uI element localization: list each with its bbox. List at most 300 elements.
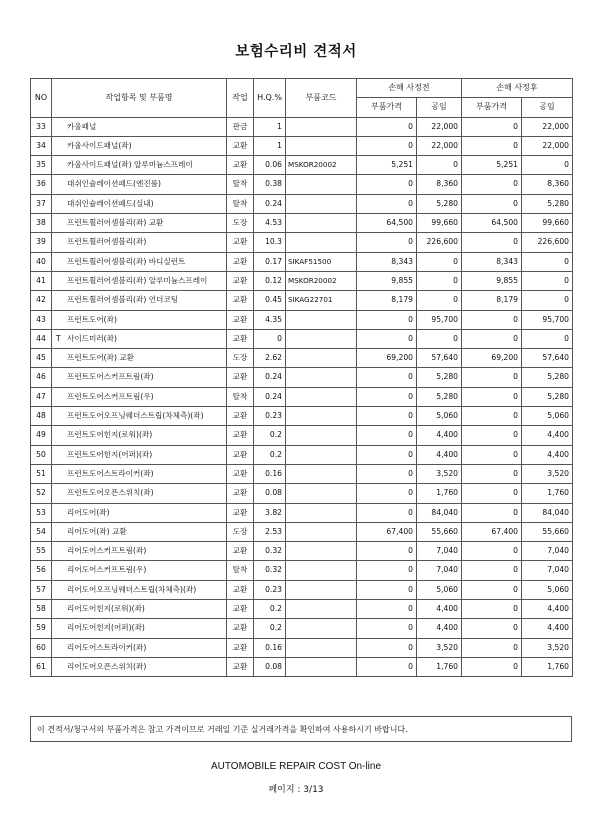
header-before-assessment: 손해 사정전	[357, 79, 462, 98]
cell-before-labor: 4,400	[417, 600, 462, 619]
cell-work: 교환	[227, 600, 254, 619]
cell-part-code	[286, 638, 357, 657]
cell-item-name: 프런트도어스커프트림(좌)	[67, 372, 154, 382]
cell-work: 교환	[227, 657, 254, 676]
cell-no: 38	[31, 214, 52, 233]
cell-item-name: 카울사이드패널(좌)	[67, 140, 132, 150]
cell-before-labor: 84,040	[417, 503, 462, 522]
cell-hq: 10.3	[254, 233, 286, 252]
cell-after-labor: 4,400	[522, 445, 573, 464]
cell-item-name: 프런트도어(좌) 교환	[67, 353, 135, 363]
table-row	[31, 561, 573, 580]
cell-after-labor: 22,000	[522, 117, 573, 136]
cell-part-code: MSKOR20002	[286, 271, 357, 290]
cell-part-code	[286, 522, 357, 541]
cell-item-name: 프런트휠러어셈블리(좌)	[67, 237, 147, 247]
table-row	[31, 233, 573, 252]
table-row	[31, 407, 573, 426]
cell-after-part-price: 0	[462, 136, 522, 155]
cell-hq: 2.53	[254, 522, 286, 541]
cell-work: 교환	[227, 580, 254, 599]
cell-no: 58	[31, 600, 52, 619]
table-row	[31, 600, 573, 619]
cell-no: 48	[31, 407, 52, 426]
cell-after-part-price: 9,855	[462, 271, 522, 290]
cell-no: 37	[31, 194, 52, 213]
cell-item	[52, 464, 227, 483]
estimate-rows	[31, 117, 573, 677]
cell-work: 교환	[227, 310, 254, 329]
cell-item-mark: T	[56, 333, 61, 343]
cell-work: 교환	[227, 619, 254, 638]
cell-after-labor: 55,660	[522, 522, 573, 541]
cell-after-part-price: 0	[462, 619, 522, 638]
header-after-assessment: 손해 사정후	[462, 79, 573, 98]
cell-no: 61	[31, 657, 52, 676]
cell-item	[52, 484, 227, 503]
cell-before-part-price: 0	[357, 407, 417, 426]
header-code: 부품코드	[286, 79, 357, 118]
cell-no: 54	[31, 522, 52, 541]
cell-part-code	[286, 619, 357, 638]
cell-item	[52, 252, 227, 271]
cell-item-name: 리어도어오프닝웨더스트립(차체측)(좌)	[67, 584, 197, 594]
cell-item	[52, 175, 227, 194]
cell-after-labor: 3,520	[522, 638, 573, 657]
cell-before-labor: 0	[417, 271, 462, 290]
cell-work: 교환	[227, 426, 254, 445]
cell-work: 교환	[227, 329, 254, 348]
cell-before-part-price: 0	[357, 638, 417, 657]
header-work: 작업	[227, 79, 254, 118]
cell-item	[52, 368, 227, 387]
cell-before-labor: 5,280	[417, 368, 462, 387]
cell-before-part-price: 9,855	[357, 271, 417, 290]
cell-item-name: 프런트도어오프닝웨더스트립(차체측)(좌)	[67, 411, 204, 421]
cell-no: 55	[31, 542, 52, 561]
cell-work: 탈착	[227, 175, 254, 194]
cell-hq: 1	[254, 136, 286, 155]
cell-item-name: 사이드미러(좌)	[67, 333, 117, 343]
cell-item-name: 카울패널	[67, 121, 97, 131]
cell-after-labor: 5,280	[522, 194, 573, 213]
cell-part-code	[286, 329, 357, 348]
cell-no: 47	[31, 387, 52, 406]
cell-item	[52, 214, 227, 233]
cell-item-name: 프런트도어(좌)	[67, 314, 117, 324]
cell-before-labor: 95,700	[417, 310, 462, 329]
table-row	[31, 136, 573, 155]
cell-hq: 0.16	[254, 638, 286, 657]
cell-before-labor: 226,600	[417, 233, 462, 252]
cell-after-part-price: 0	[462, 542, 522, 561]
cell-item	[52, 600, 227, 619]
table-row	[31, 542, 573, 561]
cell-item	[52, 561, 227, 580]
cell-after-part-price: 0	[462, 310, 522, 329]
cell-hq: 0.2	[254, 426, 286, 445]
cell-item	[52, 503, 227, 522]
cell-after-labor: 0	[522, 156, 573, 175]
cell-item-name: 프런트도어힌지(어퍼)(좌)	[67, 449, 153, 459]
cell-before-part-price: 0	[357, 445, 417, 464]
cell-item-name: 리어도어오픈스위치(좌)	[67, 661, 147, 671]
cell-before-labor: 8,360	[417, 175, 462, 194]
header-after-labor: 공임	[522, 98, 573, 117]
cell-item	[52, 117, 227, 136]
cell-hq: 0.32	[254, 542, 286, 561]
table-row	[31, 657, 573, 676]
cell-before-labor: 3,520	[417, 464, 462, 483]
cell-item	[52, 426, 227, 445]
cell-no: 36	[31, 175, 52, 194]
cell-no: 40	[31, 252, 52, 271]
cell-work: 교환	[227, 638, 254, 657]
cell-after-part-price: 0	[462, 503, 522, 522]
cell-after-part-price: 0	[462, 638, 522, 657]
cell-no: 33	[31, 117, 52, 136]
header-hq: H.Q.%	[254, 79, 286, 118]
cell-item	[52, 522, 227, 541]
table-row	[31, 214, 573, 233]
cell-item	[52, 638, 227, 657]
cell-work: 도장	[227, 214, 254, 233]
header-before-part-price: 부품가격	[357, 98, 417, 117]
cell-after-part-price: 0	[462, 484, 522, 503]
cell-part-code	[286, 445, 357, 464]
cell-after-part-price: 0	[462, 368, 522, 387]
cell-work: 교환	[227, 503, 254, 522]
cell-after-part-price: 5,251	[462, 156, 522, 175]
cell-no: 50	[31, 445, 52, 464]
cell-before-labor: 5,280	[417, 194, 462, 213]
table-row	[31, 349, 573, 368]
cell-work: 탈착	[227, 561, 254, 580]
cell-before-part-price: 0	[357, 503, 417, 522]
cell-before-labor: 5,060	[417, 407, 462, 426]
cell-item-name: 리어도어(좌)	[67, 507, 110, 517]
table-row	[31, 464, 573, 483]
cell-work: 탈착	[227, 194, 254, 213]
cell-after-labor: 1,760	[522, 657, 573, 676]
cell-no: 51	[31, 464, 52, 483]
cell-after-labor: 99,660	[522, 214, 573, 233]
cell-after-labor: 5,280	[522, 368, 573, 387]
cell-item-name: 리어도어스커프트림(좌)	[67, 546, 147, 556]
cell-before-labor: 4,400	[417, 445, 462, 464]
header-no: NO	[31, 79, 52, 118]
table-row	[31, 368, 573, 387]
cell-after-part-price: 0	[462, 233, 522, 252]
cell-item-name: 리어도어스커프트림(우)	[67, 565, 147, 575]
cell-item-name: 리어도어힌지(어퍼)(좌)	[67, 623, 145, 633]
cell-item-name: 프런트휠러어셈블리(좌) 알루미늄스프레이	[67, 275, 208, 285]
cell-after-part-price: 0	[462, 464, 522, 483]
cell-part-code	[286, 214, 357, 233]
table-row	[31, 638, 573, 657]
cell-hq: 1	[254, 117, 286, 136]
table-row	[31, 503, 573, 522]
cell-after-labor: 4,400	[522, 426, 573, 445]
table-row	[31, 619, 573, 638]
cell-after-labor: 95,700	[522, 310, 573, 329]
cell-after-part-price: 0	[462, 580, 522, 599]
cell-before-labor: 22,000	[417, 136, 462, 155]
cell-hq: 2.62	[254, 349, 286, 368]
table-row	[31, 156, 573, 175]
cell-work: 교환	[227, 156, 254, 175]
cell-work: 교환	[227, 252, 254, 271]
cell-before-part-price: 0	[357, 194, 417, 213]
cell-before-labor: 57,640	[417, 349, 462, 368]
cell-part-code	[286, 580, 357, 599]
cell-no: 57	[31, 580, 52, 599]
cell-hq: 0.17	[254, 252, 286, 271]
cell-hq: 3.82	[254, 503, 286, 522]
cell-part-code	[286, 426, 357, 445]
cell-work: 교환	[227, 291, 254, 310]
cell-before-part-price: 0	[357, 484, 417, 503]
cell-before-part-price: 69,200	[357, 349, 417, 368]
cell-item-name: 프런트휠러어셈블리(좌) 바디실런트	[67, 256, 186, 266]
cell-after-labor: 1,760	[522, 484, 573, 503]
cell-before-labor: 4,400	[417, 619, 462, 638]
cell-after-part-price: 64,500	[462, 214, 522, 233]
table-row	[31, 117, 573, 136]
cell-hq: 0.06	[254, 156, 286, 175]
cell-after-labor: 7,040	[522, 542, 573, 561]
cell-no: 52	[31, 484, 52, 503]
cell-item-name: 대쉬인슐레이션패드(실내)	[67, 198, 154, 208]
cell-before-labor: 0	[417, 291, 462, 310]
cell-after-labor: 22,000	[522, 136, 573, 155]
cell-item-name: 프런트휠러어셈블리(좌) 교환	[67, 218, 164, 228]
cell-after-part-price: 69,200	[462, 349, 522, 368]
table-row	[31, 445, 573, 464]
cell-hq: 0.16	[254, 464, 286, 483]
cell-part-code	[286, 117, 357, 136]
table-row	[31, 252, 573, 271]
price-notice: 이 견적서/청구서의 부품가격은 참고 가격이므로 거래일 기준 실거래가격을 확인하여 사용하시기 바랍니다.	[30, 716, 572, 742]
cell-before-part-price: 0	[357, 561, 417, 580]
cell-before-part-price: 0	[357, 136, 417, 155]
cell-hq: 0.45	[254, 291, 286, 310]
cell-after-labor: 84,040	[522, 503, 573, 522]
cell-item	[52, 657, 227, 676]
cell-hq: 0.2	[254, 619, 286, 638]
table-row	[31, 175, 573, 194]
cell-before-labor: 1,760	[417, 484, 462, 503]
cell-after-labor: 3,520	[522, 464, 573, 483]
cell-after-part-price: 0	[462, 194, 522, 213]
cell-work: 교환	[227, 484, 254, 503]
cell-item	[52, 136, 227, 155]
cell-no: 39	[31, 233, 52, 252]
cell-item-name: 카울사이드패널(좌) 알루미늄스프레이	[67, 160, 193, 170]
cell-after-labor: 0	[522, 291, 573, 310]
cell-hq: 0.23	[254, 580, 286, 599]
table-row	[31, 387, 573, 406]
cell-item	[52, 291, 227, 310]
cell-work: 교환	[227, 368, 254, 387]
cell-after-labor: 4,400	[522, 619, 573, 638]
cell-after-labor: 0	[522, 252, 573, 271]
cell-before-part-price: 64,500	[357, 214, 417, 233]
cell-no: 35	[31, 156, 52, 175]
cell-part-code	[286, 233, 357, 252]
cell-after-labor: 0	[522, 271, 573, 290]
cell-after-part-price: 0	[462, 561, 522, 580]
cell-before-labor: 0	[417, 252, 462, 271]
cell-hq: 0.12	[254, 271, 286, 290]
cell-after-part-price: 0	[462, 426, 522, 445]
cell-work: 탈착	[227, 387, 254, 406]
cell-part-code	[286, 464, 357, 483]
cell-no: 59	[31, 619, 52, 638]
cell-part-code	[286, 600, 357, 619]
cell-before-labor: 1,760	[417, 657, 462, 676]
cell-part-code: SIKAF51500	[286, 252, 357, 271]
cell-part-code	[286, 136, 357, 155]
cell-hq: 0.08	[254, 657, 286, 676]
cell-before-labor: 55,660	[417, 522, 462, 541]
cell-after-labor: 7,040	[522, 561, 573, 580]
cell-hq: 0.2	[254, 445, 286, 464]
cell-before-part-price: 0	[357, 117, 417, 136]
cell-after-labor: 5,060	[522, 580, 573, 599]
table-row	[31, 194, 573, 213]
cell-part-code	[286, 387, 357, 406]
header-item: 작업항목 및 부품명	[52, 79, 227, 118]
cell-work: 교환	[227, 407, 254, 426]
cell-part-code	[286, 407, 357, 426]
cell-item	[52, 329, 227, 348]
cell-work: 도장	[227, 522, 254, 541]
cell-after-labor: 5,280	[522, 387, 573, 406]
cell-after-part-price: 0	[462, 600, 522, 619]
cell-part-code	[286, 368, 357, 387]
cell-before-labor: 4,400	[417, 426, 462, 445]
cell-hq: 0.24	[254, 368, 286, 387]
cell-part-code	[286, 194, 357, 213]
cell-hq: 0.08	[254, 484, 286, 503]
cell-work: 교환	[227, 136, 254, 155]
cell-item-name: 리어도어(좌) 교환	[67, 526, 127, 536]
cell-after-part-price: 0	[462, 407, 522, 426]
cell-before-labor: 5,060	[417, 580, 462, 599]
cell-hq: 4.35	[254, 310, 286, 329]
cell-item	[52, 387, 227, 406]
cell-before-labor: 5,280	[417, 387, 462, 406]
cell-hq: 0.32	[254, 561, 286, 580]
cell-before-part-price: 0	[357, 600, 417, 619]
cell-no: 34	[31, 136, 52, 155]
cell-item	[52, 310, 227, 329]
cell-part-code: MSKOR20002	[286, 156, 357, 175]
cell-item	[52, 619, 227, 638]
cell-hq: 0.38	[254, 175, 286, 194]
cell-item	[52, 407, 227, 426]
cell-after-labor: 5,060	[522, 407, 573, 426]
table-row	[31, 291, 573, 310]
cell-after-part-price: 67,400	[462, 522, 522, 541]
cell-before-part-price: 67,400	[357, 522, 417, 541]
cell-hq: 0	[254, 329, 286, 348]
cell-after-part-price: 0	[462, 387, 522, 406]
cell-hq: 0.24	[254, 387, 286, 406]
cell-part-code	[286, 175, 357, 194]
table-row	[31, 484, 573, 503]
cell-before-part-price: 0	[357, 619, 417, 638]
cell-after-part-price: 0	[462, 117, 522, 136]
cell-part-code	[286, 503, 357, 522]
table-row	[31, 329, 573, 348]
cell-before-part-price: 8,343	[357, 252, 417, 271]
cell-before-part-price: 0	[357, 175, 417, 194]
cell-item-name: 리어도어힌지(로워)(좌)	[67, 604, 145, 614]
cell-work: 교환	[227, 464, 254, 483]
cell-no: 45	[31, 349, 52, 368]
cell-before-part-price: 8,179	[357, 291, 417, 310]
cell-before-labor: 99,660	[417, 214, 462, 233]
cell-no: 46	[31, 368, 52, 387]
page-number: 페이지 : 3/13	[268, 785, 324, 795]
cell-before-part-price: 0	[357, 542, 417, 561]
cell-before-part-price: 0	[357, 580, 417, 599]
cell-before-labor: 7,040	[417, 561, 462, 580]
cell-item	[52, 271, 227, 290]
cell-item-name: 프런트도어스트라이커(좌)	[67, 468, 154, 478]
cell-no: 42	[31, 291, 52, 310]
cell-before-part-price: 0	[357, 657, 417, 676]
cell-item	[52, 233, 227, 252]
cell-before-part-price: 0	[357, 426, 417, 445]
cell-hq: 0.2	[254, 600, 286, 619]
table-row	[31, 426, 573, 445]
cell-after-part-price: 0	[462, 175, 522, 194]
cell-hq: 0.23	[254, 407, 286, 426]
cell-after-part-price: 0	[462, 657, 522, 676]
cell-part-code	[286, 310, 357, 329]
cell-work: 교환	[227, 271, 254, 290]
cell-item-name: 프런트도어오픈스위치(좌)	[67, 488, 154, 498]
cell-item	[52, 156, 227, 175]
cell-no: 49	[31, 426, 52, 445]
cell-part-code	[286, 657, 357, 676]
cell-no: 43	[31, 310, 52, 329]
cell-item-name: 리어도어스트라이커(좌)	[67, 642, 147, 652]
cell-no: 53	[31, 503, 52, 522]
cell-after-part-price: 8,343	[462, 252, 522, 271]
cell-work: 교환	[227, 233, 254, 252]
cell-item	[52, 580, 227, 599]
cell-work: 교환	[227, 445, 254, 464]
cell-after-part-price: 0	[462, 445, 522, 464]
cell-after-labor: 4,400	[522, 600, 573, 619]
estimate-table	[30, 78, 573, 677]
cell-before-part-price: 0	[357, 310, 417, 329]
cell-before-labor: 22,000	[417, 117, 462, 136]
cell-before-labor: 0	[417, 156, 462, 175]
cell-before-part-price: 0	[357, 368, 417, 387]
cell-after-part-price: 0	[462, 329, 522, 348]
cell-part-code	[286, 484, 357, 503]
cell-no: 41	[31, 271, 52, 290]
cell-work: 판금	[227, 117, 254, 136]
cell-before-part-price: 0	[357, 387, 417, 406]
cell-part-code: SIKAG22701	[286, 291, 357, 310]
cell-after-labor: 0	[522, 329, 573, 348]
